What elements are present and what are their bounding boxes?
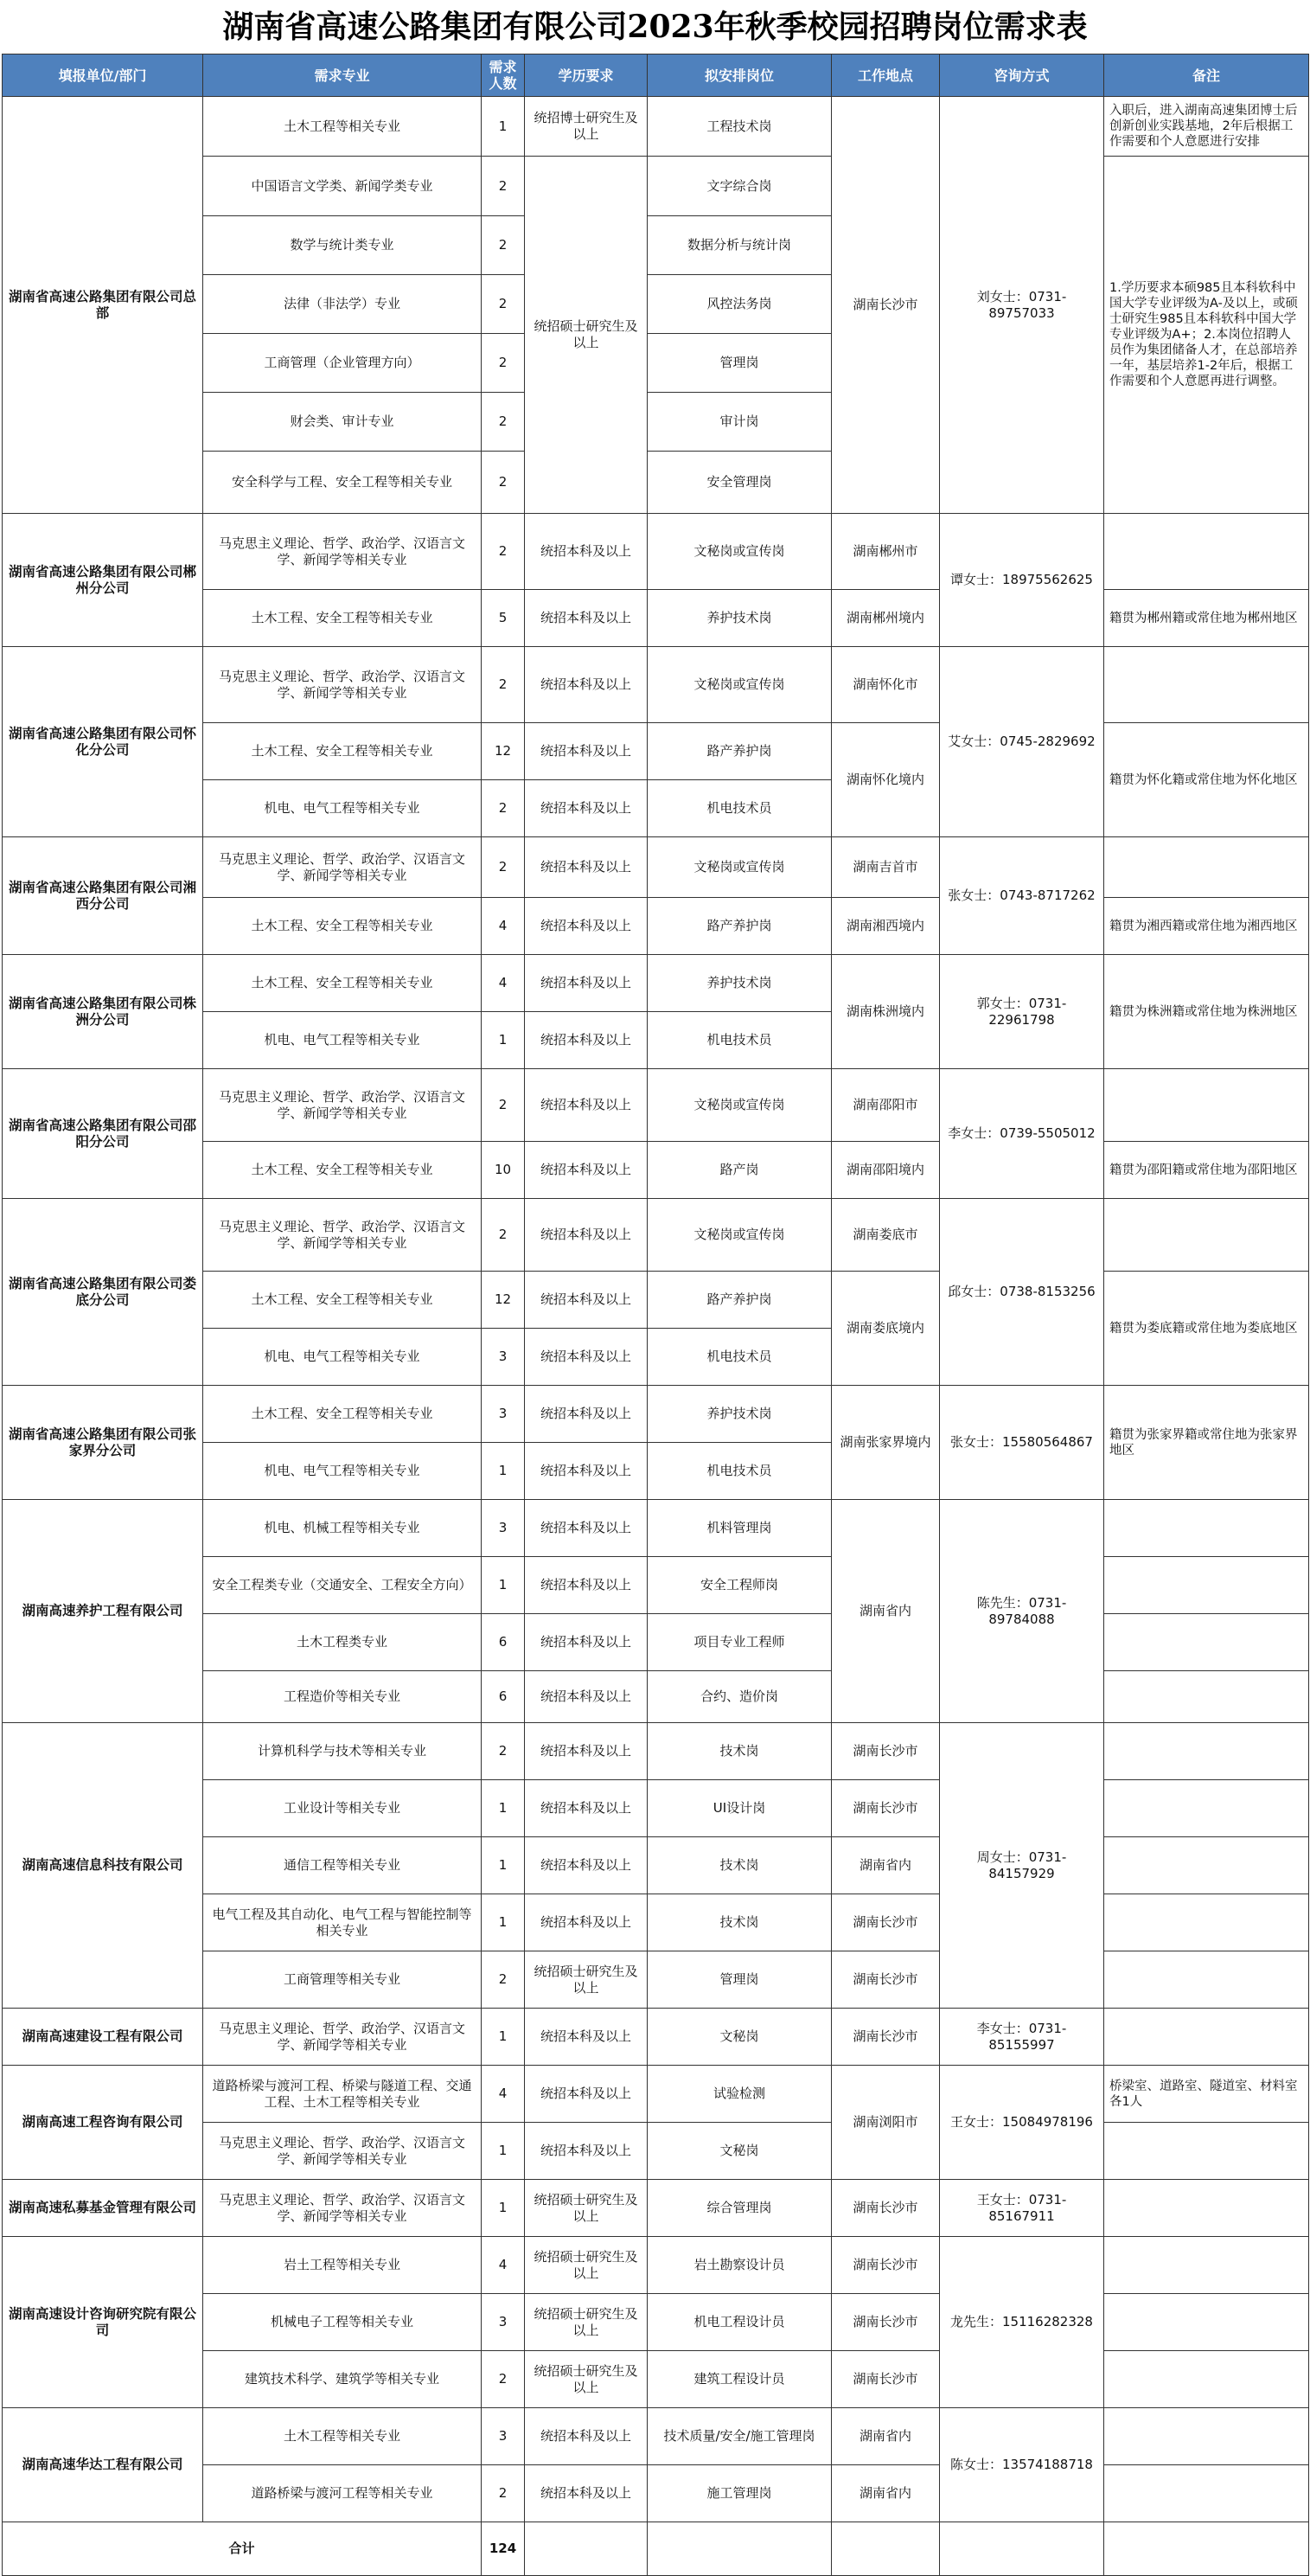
count-cell: 4 [482,2237,525,2294]
post-cell: 路产岗 [648,1142,832,1199]
education-cell: 统招本科及以上 [525,780,648,837]
count-cell: 2 [482,647,525,723]
major-cell: 马克思主义理论、哲学、政治学、汉语言文学、新闻学等相关专业 [203,1069,482,1142]
post-cell: 技术岗 [648,1837,832,1894]
major-cell: 土木工程、安全工程等相关专业 [203,1272,482,1329]
note-cell [1104,1557,1309,1614]
note-cell [1104,1894,1309,1951]
education-cell: 统招本科及以上 [525,1199,648,1272]
count-cell: 2 [482,1069,525,1142]
note-cell: 籍贯为株洲籍或常住地为株洲地区 [1104,955,1309,1069]
note-cell: 籍贯为郴州籍或常住地为郴州地区 [1104,590,1309,647]
post-cell: 文字综合岗 [648,157,832,216]
note-cell [1104,2237,1309,2294]
education-cell: 统招本科及以上 [525,898,648,955]
count-cell: 2 [482,157,525,216]
education-cell: 统招本科及以上 [525,837,648,898]
header-contact: 咨询方式 [940,54,1104,97]
count-cell: 10 [482,1142,525,1199]
table-row [3,1500,1309,1557]
post-cell: 安全工程师岗 [648,1557,832,1614]
major-cell: 土木工程、安全工程等相关专业 [203,955,482,1012]
post-cell: 文秘岗或宣传岗 [648,1069,832,1142]
page-title: 湖南省高速公路集团有限公司2023年秋季校园招聘岗位需求表 [222,9,1088,45]
note-cell [1104,1837,1309,1894]
post-cell: 技术岗 [648,1894,832,1951]
place-cell: 湖南长沙市 [832,1894,940,1951]
table-row [3,2180,1309,2237]
unit-cell: 湖南省高速公路集团有限公司邵阳分公司 [3,1069,203,1199]
major-cell: 机电、电气工程等相关专业 [203,1329,482,1386]
place-cell: 湖南怀化市 [832,647,940,723]
table-row [3,514,1309,590]
unit-cell: 湖南高速华达工程有限公司 [3,2408,203,2522]
major-cell: 计算机科学与技术等相关专业 [203,1723,482,1780]
total-count: 124 [482,2522,525,2576]
contact-cell: 王女士：0731-85167911 [940,2180,1104,2237]
post-cell: 数据分析与统计岗 [648,216,832,275]
place-cell: 湖南娄底市 [832,1199,940,1272]
place-cell: 湖南省内 [832,2408,940,2465]
contact-cell: 龙先生：15116282328 [940,2237,1104,2408]
contact-cell: 郭女士：0731-22961798 [940,955,1104,1069]
table-row [3,97,1309,157]
post-cell: 机电工程设计员 [648,2294,832,2351]
count-cell: 2 [482,837,525,898]
count-cell: 4 [482,2066,525,2123]
major-cell: 工商管理（企业管理方向） [203,334,482,393]
header-place: 工作地点 [832,54,940,97]
count-cell: 1 [482,1557,525,1614]
unit-cell: 湖南高速工程咨询有限公司 [3,2066,203,2180]
place-cell: 湖南株洲境内 [832,955,940,1069]
count-cell: 1 [482,1780,525,1837]
note-cell [1104,1199,1309,1272]
contact-cell: 周女士：0731-84157929 [940,1723,1104,2009]
education-cell: 统招本科及以上 [525,1142,648,1199]
post-cell: 综合管理岗 [648,2180,832,2237]
header-note: 备注 [1104,54,1309,97]
count-cell: 12 [482,723,525,780]
education-cell: 统招本科及以上 [525,1894,648,1951]
education-cell: 统招本科及以上 [525,1443,648,1500]
major-cell: 土木工程、安全工程等相关专业 [203,723,482,780]
place-cell: 湖南省内 [832,1500,940,1723]
major-cell: 马克思主义理论、哲学、政治学、汉语言文学、新闻学等相关专业 [203,2180,482,2237]
unit-cell: 湖南高速私募基金管理有限公司 [3,2180,203,2237]
major-cell: 安全科学与工程、安全工程等相关专业 [203,452,482,514]
count-cell: 2 [482,452,525,514]
unit-cell: 湖南高速信息科技有限公司 [3,1723,203,2009]
note-cell: 籍贯为怀化籍或常住地为怀化地区 [1104,723,1309,837]
education-cell: 统招硕士研究生及以上 [525,2294,648,2351]
education-cell: 统招博士研究生及以上 [525,97,648,157]
count-cell: 2 [482,334,525,393]
major-cell: 中国语言文学类、新闻学类专业 [203,157,482,216]
header-major: 需求专业 [203,54,482,97]
major-cell: 马克思主义理论、哲学、政治学、汉语言文学、新闻学等相关专业 [203,2009,482,2066]
total-row [3,2522,1309,2576]
education-cell: 统招硕士研究生及以上 [525,157,648,514]
table-row [3,1386,1309,1443]
note-cell [1104,837,1309,898]
count-cell: 3 [482,2294,525,2351]
education-cell: 统招本科及以上 [525,1780,648,1837]
major-cell: 机电、电气工程等相关专业 [203,1443,482,1500]
place-cell: 湖南长沙市 [832,1780,940,1837]
empty-cell [648,2522,832,2576]
education-cell: 统招本科及以上 [525,1272,648,1329]
education-cell: 统招本科及以上 [525,2408,648,2465]
post-cell: 风控法务岗 [648,275,832,334]
empty-cell [832,2522,940,2576]
note-cell [1104,514,1309,590]
education-cell: 统招本科及以上 [525,955,648,1012]
note-cell [1104,1723,1309,1780]
total-label: 合计 [3,2522,482,2576]
count-cell: 1 [482,1012,525,1069]
post-cell: 管理岗 [648,1951,832,2009]
unit-cell: 湖南省高速公路集团有限公司郴州分公司 [3,514,203,647]
count-cell: 2 [482,1723,525,1780]
post-cell: 机料管理岗 [648,1500,832,1557]
post-cell: 路产养护岗 [648,898,832,955]
major-cell: 机电、电气工程等相关专业 [203,780,482,837]
note-cell [1104,2294,1309,2351]
note-cell [1104,1671,1309,1723]
contact-cell: 王女士：15084978196 [940,2066,1104,2180]
post-cell: 机电技术员 [648,1012,832,1069]
contact-cell: 陈先生：0731-89784088 [940,1500,1104,1723]
contact-cell: 刘女士：0731-89757033 [940,97,1104,514]
recruitment-table [2,54,1309,2576]
table-row [3,837,1309,898]
count-cell: 3 [482,1329,525,1386]
education-cell: 统招本科及以上 [525,723,648,780]
count-cell: 2 [482,393,525,452]
count-cell: 1 [482,1443,525,1500]
note-cell: 籍贯为娄底籍或常住地为娄底地区 [1104,1272,1309,1386]
place-cell: 湖南省内 [832,2465,940,2522]
place-cell: 湖南湘西境内 [832,898,940,955]
post-cell: 文秘岗或宣传岗 [648,1199,832,1272]
education-cell: 统招本科及以上 [525,2066,648,2123]
table-row [3,2237,1309,2294]
education-cell: 统招本科及以上 [525,1557,648,1614]
education-cell: 统招本科及以上 [525,1723,648,1780]
post-cell: 文秘岗或宣传岗 [648,837,832,898]
major-cell: 机电、电气工程等相关专业 [203,1012,482,1069]
note-cell: 入职后，进入湖南高速集团博士后创新创业实践基地，2年后根据工作需要和个人意愿进行安排 [1104,97,1309,157]
note-cell: 籍贯为张家界籍或常住地为张家界地区 [1104,1386,1309,1500]
major-cell: 财会类、审计专业 [203,393,482,452]
count-cell: 3 [482,1386,525,1443]
count-cell: 3 [482,2408,525,2465]
post-cell: 养护技术岗 [648,590,832,647]
major-cell: 马克思主义理论、哲学、政治学、汉语言文学、新闻学等相关专业 [203,514,482,590]
major-cell: 工程造价等相关专业 [203,1671,482,1723]
major-cell: 土木工程、安全工程等相关专业 [203,898,482,955]
note-cell [1104,1069,1309,1142]
count-cell: 2 [482,275,525,334]
post-cell: 机电技术员 [648,780,832,837]
place-cell: 湖南怀化境内 [832,723,940,837]
education-cell: 统招本科及以上 [525,1500,648,1557]
unit-cell: 湖南高速设计咨询研究院有限公司 [3,2237,203,2408]
place-cell: 湖南邵阳境内 [832,1142,940,1199]
major-cell: 工业设计等相关专业 [203,1780,482,1837]
unit-cell: 湖南省高速公路集团有限公司总部 [3,97,203,514]
post-cell: 工程技术岗 [648,97,832,157]
table-row [3,2066,1309,2123]
unit-cell: 湖南高速建设工程有限公司 [3,2009,203,2066]
count-cell: 4 [482,955,525,1012]
note-cell [1104,1780,1309,1837]
count-cell: 1 [482,1894,525,1951]
contact-cell: 张女士：0743-8717262 [940,837,1104,955]
post-cell: 审计岗 [648,393,832,452]
unit-cell: 湖南省高速公路集团有限公司株洲分公司 [3,955,203,1069]
table-row [3,955,1309,1012]
major-cell: 机械电子工程等相关专业 [203,2294,482,2351]
education-cell: 统招本科及以上 [525,1614,648,1671]
education-cell: 统招硕士研究生及以上 [525,1951,648,2009]
table-row [3,647,1309,723]
header-education: 学历要求 [525,54,648,97]
education-cell: 统招硕士研究生及以上 [525,2351,648,2408]
major-cell: 土木工程类专业 [203,1614,482,1671]
table-row [3,1069,1309,1142]
header-count: 需求人数 [482,54,525,97]
note-cell [1104,2408,1309,2465]
major-cell: 土木工程等相关专业 [203,2408,482,2465]
unit-cell: 湖南省高速公路集团有限公司怀化分公司 [3,647,203,837]
post-cell: UI设计岗 [648,1780,832,1837]
place-cell: 湖南张家界境内 [832,1386,940,1500]
count-cell: 2 [482,1951,525,2009]
count-cell: 1 [482,1837,525,1894]
education-cell: 统招本科及以上 [525,1012,648,1069]
header-unit: 填报单位/部门 [3,54,203,97]
education-cell: 统招本科及以上 [525,1671,648,1723]
note-cell [1104,2351,1309,2408]
major-cell: 建筑技术科学、建筑学等相关专业 [203,2351,482,2408]
count-cell: 2 [482,2351,525,2408]
contact-cell: 邱女士：0738-8153256 [940,1199,1104,1386]
unit-cell: 湖南省高速公路集团有限公司张家界分公司 [3,1386,203,1500]
place-cell: 湖南长沙市 [832,2237,940,2294]
place-cell: 湖南长沙市 [832,2009,940,2066]
post-cell: 安全管理岗 [648,452,832,514]
count-cell: 6 [482,1671,525,1723]
post-cell: 项目专业工程师 [648,1614,832,1671]
post-cell: 文秘岗或宣传岗 [648,647,832,723]
note-cell: 桥梁室、道路室、隧道室、材料室各1人 [1104,2066,1309,2123]
contact-cell: 谭女士：18975562625 [940,514,1104,647]
count-cell: 1 [482,2123,525,2180]
place-cell: 湖南邵阳市 [832,1069,940,1142]
count-cell: 12 [482,1272,525,1329]
empty-cell [940,2522,1104,2576]
major-cell: 土木工程、安全工程等相关专业 [203,1386,482,1443]
place-cell: 湖南长沙市 [832,1723,940,1780]
education-cell: 统招本科及以上 [525,647,648,723]
unit-cell: 湖南省高速公路集团有限公司娄底分公司 [3,1199,203,1386]
major-cell: 土木工程、安全工程等相关专业 [203,1142,482,1199]
major-cell: 法律（非法学）专业 [203,275,482,334]
education-cell: 统招本科及以上 [525,2009,648,2066]
place-cell: 湖南娄底境内 [832,1272,940,1386]
empty-cell [525,2522,648,2576]
count-cell: 2 [482,514,525,590]
place-cell: 湖南长沙市 [832,97,940,514]
count-cell: 2 [482,1199,525,1272]
recruitment-table-wrapper [2,54,1308,2576]
contact-cell: 张女士：15580564867 [940,1386,1104,1500]
count-cell: 2 [482,2465,525,2522]
unit-cell: 湖南高速养护工程有限公司 [3,1500,203,1723]
major-cell: 道路桥梁与渡河工程等相关专业 [203,2465,482,2522]
note-cell [1104,647,1309,723]
major-cell: 马克思主义理论、哲学、政治学、汉语言文学、新闻学等相关专业 [203,1199,482,1272]
education-cell: 统招本科及以上 [525,590,648,647]
empty-cell [1104,2522,1309,2576]
place-cell: 湖南吉首市 [832,837,940,898]
place-cell: 湖南长沙市 [832,2180,940,2237]
note-cell [1104,1614,1309,1671]
post-cell: 路产养护岗 [648,723,832,780]
education-cell: 统招本科及以上 [525,2123,648,2180]
note-cell: 籍贯为湘西籍或常住地为湘西地区 [1104,898,1309,955]
note-cell: 籍贯为邵阳籍或常住地为邵阳地区 [1104,1142,1309,1199]
place-cell: 湖南郴州境内 [832,590,940,647]
post-cell: 技术岗 [648,1723,832,1780]
major-cell: 岩土工程等相关专业 [203,2237,482,2294]
note-cell [1104,2180,1309,2237]
post-cell: 文秘岗或宣传岗 [648,514,832,590]
education-cell: 统招本科及以上 [525,1386,648,1443]
post-cell: 路产养护岗 [648,1272,832,1329]
post-cell: 养护技术岗 [648,1386,832,1443]
post-cell: 岩土勘察设计员 [648,2237,832,2294]
count-cell: 1 [482,97,525,157]
count-cell: 1 [482,2180,525,2237]
table-row [3,2408,1309,2465]
note-cell [1104,2123,1309,2180]
place-cell: 湖南长沙市 [832,1951,940,2009]
education-cell: 统招本科及以上 [525,1329,648,1386]
post-cell: 机电技术员 [648,1329,832,1386]
table-row [3,2009,1309,2066]
note-cell: 1.学历要求本硕985且本科软科中国大学专业评级为A-及以上，或硕士研究生985且本科软科中国大学专业评级为A+；2.本岗位招聘人员作为集团储备人才，在总部培养一年，基层培养1-2年后，根据工作需要和个人意愿再进行调整。 [1104,157,1309,514]
place-cell: 湖南郴州市 [832,514,940,590]
major-cell: 马克思主义理论、哲学、政治学、汉语言文学、新闻学等相关专业 [203,837,482,898]
major-cell: 电气工程及其自动化、电气工程与智能控制等相关专业 [203,1894,482,1951]
post-cell: 施工管理岗 [648,2465,832,2522]
header-row [3,54,1309,97]
post-cell: 试验检测 [648,2066,832,2123]
post-cell: 管理岗 [648,334,832,393]
education-cell: 统招本科及以上 [525,514,648,590]
major-cell: 马克思主义理论、哲学、政治学、汉语言文学、新闻学等相关专业 [203,2123,482,2180]
contact-cell: 陈女士：13574188718 [940,2408,1104,2522]
contact-cell: 李女士：0731-85155997 [940,2009,1104,2066]
count-cell: 6 [482,1614,525,1671]
major-cell: 工商管理等相关专业 [203,1951,482,2009]
post-cell: 养护技术岗 [648,955,832,1012]
post-cell: 技术质量/安全/施工管理岗 [648,2408,832,2465]
place-cell: 湖南长沙市 [832,2351,940,2408]
major-cell: 机电、机械工程等相关专业 [203,1500,482,1557]
major-cell: 道路桥梁与渡河工程、桥梁与隧道工程、交通工程、土木工程等相关专业 [203,2066,482,2123]
major-cell: 土木工程等相关专业 [203,97,482,157]
post-cell: 机电技术员 [648,1443,832,1500]
education-cell: 统招硕士研究生及以上 [525,2180,648,2237]
count-cell: 5 [482,590,525,647]
post-cell: 合约、造价岗 [648,1671,832,1723]
count-cell: 3 [482,1500,525,1557]
contact-cell: 艾女士：0745-2829692 [940,647,1104,837]
count-cell: 4 [482,898,525,955]
education-cell: 统招本科及以上 [525,2465,648,2522]
note-cell [1104,2009,1309,2066]
unit-cell: 湖南省高速公路集团有限公司湘西分公司 [3,837,203,955]
post-cell: 文秘岗 [648,2009,832,2066]
place-cell: 湖南长沙市 [832,2294,940,2351]
major-cell: 通信工程等相关专业 [203,1837,482,1894]
major-cell: 安全工程类专业（交通安全、工程安全方向） [203,1557,482,1614]
table-row [3,1199,1309,1272]
major-cell: 土木工程、安全工程等相关专业 [203,590,482,647]
count-cell: 1 [482,2009,525,2066]
count-cell: 2 [482,216,525,275]
education-cell: 统招本科及以上 [525,1069,648,1142]
note-cell [1104,1500,1309,1557]
header-post: 拟安排岗位 [648,54,832,97]
major-cell: 马克思主义理论、哲学、政治学、汉语言文学、新闻学等相关专业 [203,647,482,723]
post-cell: 建筑工程设计员 [648,2351,832,2408]
contact-cell: 李女士：0739-5505012 [940,1069,1104,1199]
place-cell: 湖南浏阳市 [832,2066,940,2180]
education-cell: 统招硕士研究生及以上 [525,2237,648,2294]
table-row [3,1723,1309,1780]
note-cell [1104,1951,1309,2009]
post-cell: 文秘岗 [648,2123,832,2180]
place-cell: 湖南省内 [832,1837,940,1894]
major-cell: 数学与统计类专业 [203,216,482,275]
count-cell: 2 [482,780,525,837]
education-cell: 统招本科及以上 [525,1837,648,1894]
note-cell [1104,2465,1309,2522]
